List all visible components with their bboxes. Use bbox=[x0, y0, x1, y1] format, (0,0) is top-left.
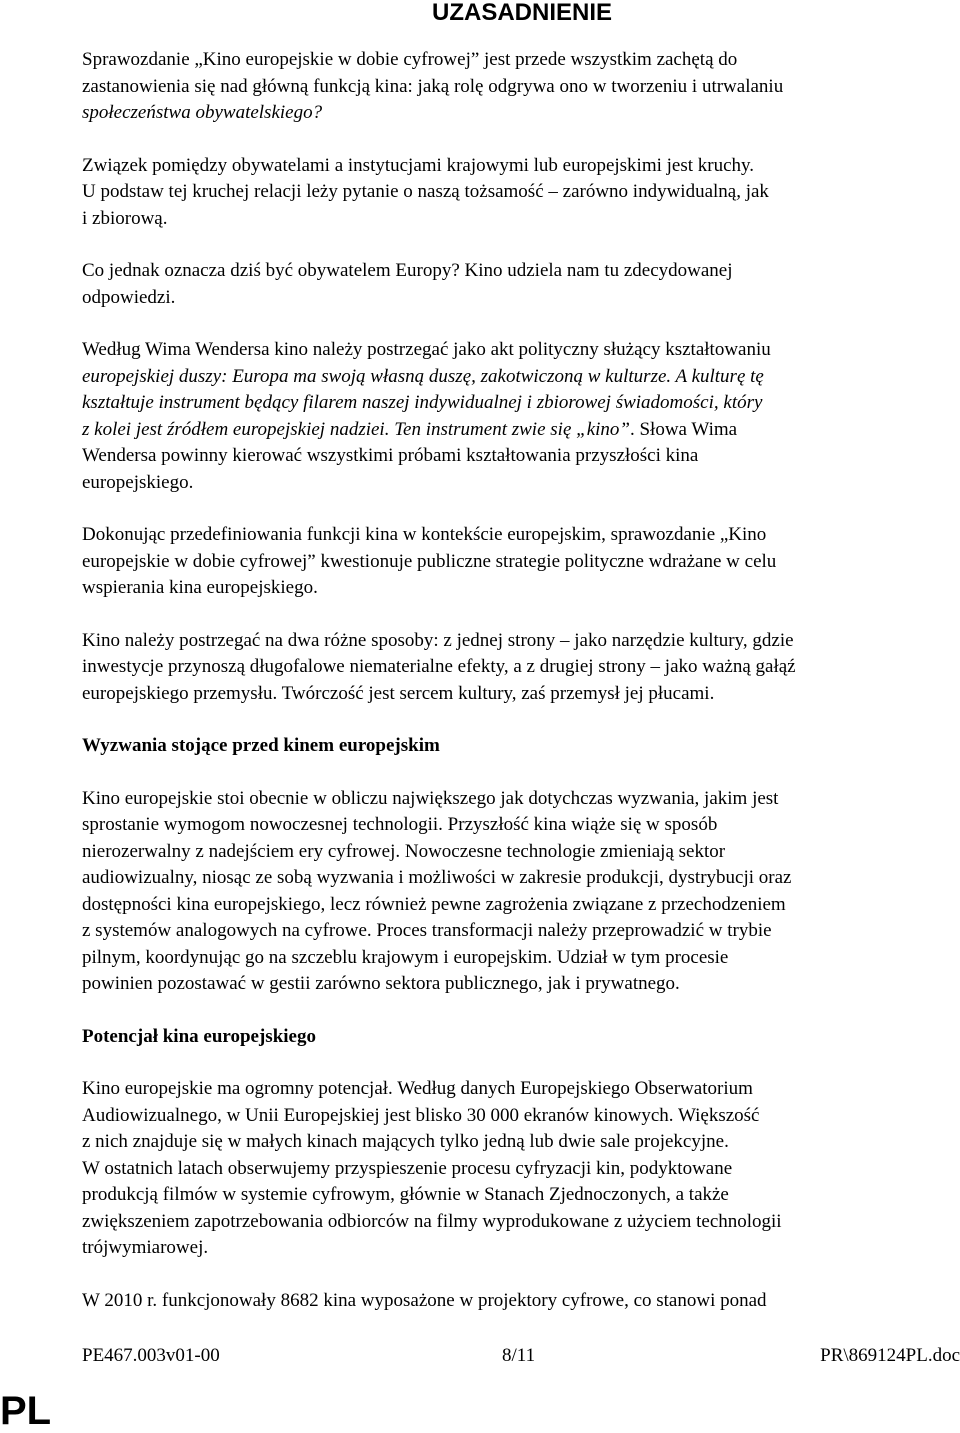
text-line bbox=[82, 285, 954, 312]
text-line bbox=[82, 47, 954, 74]
text-line bbox=[82, 470, 954, 497]
text-run: europejskiego. bbox=[82, 471, 194, 493]
text-line bbox=[82, 390, 954, 417]
text-run: Wendersa powinny kierować wszystkimi próbami kształtowania przyszłości kina bbox=[82, 445, 699, 466]
paragraph bbox=[82, 153, 954, 233]
paragraph bbox=[82, 1076, 954, 1262]
text-run: W 2010 r. funkcjonowały 8682 kina wyposażone w projektory cyfrowe, co stanowi ponad bbox=[82, 1289, 767, 1311]
text-run: odpowiedzi. bbox=[82, 286, 176, 308]
text-run: audiowizualny, niosąc ze sobą wyzwania i możliwości w zakresie produkcji, dystrybucji oraz bbox=[82, 867, 792, 888]
text-line bbox=[82, 522, 954, 549]
text-line bbox=[82, 654, 954, 681]
text-line bbox=[82, 337, 954, 364]
language-code: PL bbox=[0, 1389, 52, 1433]
text-line bbox=[82, 1076, 954, 1103]
text-run: Co jednak oznacza dziś być obywatelem Europy? Kino udziela nam tu zdecydowanej bbox=[82, 260, 733, 281]
paragraph bbox=[82, 522, 954, 602]
text-line bbox=[82, 153, 954, 180]
italic-text: europejskiej duszy: Europa ma swoją własną duszę, zakotwiczoną w kulturze. A kulturę tę bbox=[82, 365, 764, 387]
text-run: inwestycje przynoszą długofalowe niematerialne efekty, a z drugiej strony – jako ważną gałąź bbox=[82, 656, 796, 677]
text-run: Audiowizualnego, w Unii Europejskiej jest blisko 30 000 ekranów kinowych. Większość bbox=[82, 1104, 760, 1126]
text-line bbox=[82, 1288, 954, 1315]
text-line bbox=[82, 865, 954, 892]
text-run: Kino europejskie stoi obecnie w obliczu największego jak dotychczas wyzwania, jakim jest bbox=[82, 787, 779, 809]
document-title: UZASADNIENIE bbox=[432, 0, 613, 26]
text-line bbox=[82, 971, 954, 998]
section-heading: Wyzwania stojące przed kinem europejskim bbox=[82, 735, 440, 756]
text-line bbox=[82, 945, 954, 972]
paragraph bbox=[82, 1288, 954, 1315]
text-run: Dokonując przedefiniowania funkcji kina w kontekście europejskim, sprawozdanie „Kino bbox=[82, 524, 767, 545]
text-line bbox=[82, 74, 954, 101]
text-run: zwiększeniem zapotrzebowania odbiorców na filmy wyprodukowane z użyciem technologii bbox=[82, 1210, 782, 1232]
text-run: dostępności kina europejskiego, lecz również pewne zagrożenia związane z przechodzeniem bbox=[82, 893, 786, 915]
text-line bbox=[82, 575, 954, 602]
text-line bbox=[82, 364, 954, 391]
paragraph bbox=[82, 628, 954, 708]
text-run: U podstaw tej kruchej relacji leży pytanie o naszą tożsamość – zarówno indywidualną, jak bbox=[82, 181, 769, 202]
text-line bbox=[82, 812, 954, 839]
italic-text: społeczeństwa obywatelskiego? bbox=[82, 102, 323, 123]
document-body bbox=[82, 47, 954, 1340]
text-line bbox=[82, 892, 954, 919]
text-run: zastanowienia się nad główną funkcją kina: jaką rolę odgrywa ono w tworzeniu i utrwalaniu bbox=[82, 75, 784, 97]
text-line bbox=[82, 258, 954, 285]
text-line bbox=[82, 1129, 954, 1156]
text-line bbox=[82, 179, 954, 206]
text-run: europejskiego przemysłu. Twórczość jest sercem kultury, zaś przemysł jej płucami. bbox=[82, 682, 715, 704]
text-line bbox=[82, 549, 954, 576]
text-line bbox=[82, 681, 954, 708]
footer-page-number: 8/11 bbox=[502, 1345, 536, 1366]
text-line bbox=[82, 1182, 954, 1209]
text-line bbox=[82, 417, 954, 444]
text-line bbox=[82, 443, 954, 470]
text-run: Kino europejskie ma ogromny potencjał. Według danych Europejskiego Obserwatorium bbox=[82, 1078, 753, 1099]
text-line bbox=[82, 1103, 954, 1130]
text-line bbox=[82, 1235, 954, 1262]
text-run: produkcją filmów w systemie cyfrowym, głównie w Stanach Zjednoczonych, a także bbox=[82, 1184, 729, 1205]
text-run: Związek pomiędzy obywatelami a instytucjami krajowymi lub europejskimi jest kruchy. bbox=[82, 154, 755, 176]
text-line bbox=[82, 1156, 954, 1183]
text-run: Według Wima Wendersa kino należy postrzegać jako akt polityczny służący kształtowaniu bbox=[82, 339, 771, 360]
text-line bbox=[82, 628, 954, 655]
text-line bbox=[82, 786, 954, 813]
text-line bbox=[82, 1209, 954, 1236]
page-footer bbox=[82, 1343, 960, 1369]
section-heading: Potencjał kina europejskiego bbox=[82, 1025, 316, 1047]
text-line bbox=[82, 918, 954, 945]
paragraph bbox=[82, 337, 954, 496]
italic-text: kształtuje instrument będący filarem naszej indywidualnej i zbiorowej świadomości, który bbox=[82, 392, 763, 413]
text-run: pilnym, koordynując go na szczeblu krajowym i europejskim. Udział w tym procesie bbox=[82, 946, 729, 968]
text-line bbox=[82, 839, 954, 866]
text-run: W ostatnich latach obserwujemy przyspieszenie procesu cyfryzacji kin, podyktowane bbox=[82, 1157, 733, 1179]
text-run: trójwymiarowej. bbox=[82, 1237, 209, 1258]
text-run: z systemów analogowych na cyfrowe. Proces transformacji należy przeprowadzić w trybie bbox=[82, 920, 772, 941]
paragraph bbox=[82, 47, 954, 127]
text-run: europejskie w dobie cyfrowej” kwestionuje publiczne strategie polityczne wdrażane w celu bbox=[82, 550, 777, 572]
text-line bbox=[82, 206, 954, 233]
text-run: powinien pozostawać w gestii zarówno sektora publicznego, jak i prywatnego. bbox=[82, 973, 680, 994]
text-run: sprostanie wymogom nowoczesnej technologii. Przyszłość kina wiąże się w sposób bbox=[82, 814, 718, 835]
footer-file-name: PR\869124PL.doc bbox=[820, 1345, 960, 1366]
text-run: wspierania kina europejskiego. bbox=[82, 577, 318, 598]
paragraph bbox=[82, 258, 954, 311]
footer-doc-reference: PE467.003v01-00 bbox=[82, 1345, 220, 1366]
text-run: nierozerwalny z nadejściem ery cyfrowej. Nowoczesne technologie zmieniają sektor bbox=[82, 840, 726, 862]
text-run: z nich znajduje się w małych kinach mających tylko jedną lub dwie sale projekcyjne. bbox=[82, 1131, 729, 1152]
text-run: . Słowa Wima bbox=[629, 418, 738, 440]
text-line bbox=[82, 100, 954, 127]
text-run: Sprawozdanie „Kino europejskie w dobie cyfrowej” jest przede wszystkim zachętą do bbox=[82, 49, 738, 70]
paragraph bbox=[82, 786, 954, 998]
text-run: i zbiorową. bbox=[82, 207, 168, 229]
italic-text: z kolei jest źródłem europejskiej nadziei. Ten instrument zwie się „kino” bbox=[82, 418, 630, 440]
text-run: Kino należy postrzegać na dwa różne sposoby: z jednej strony – jako narzędzie kultury, gdzie bbox=[82, 629, 794, 651]
